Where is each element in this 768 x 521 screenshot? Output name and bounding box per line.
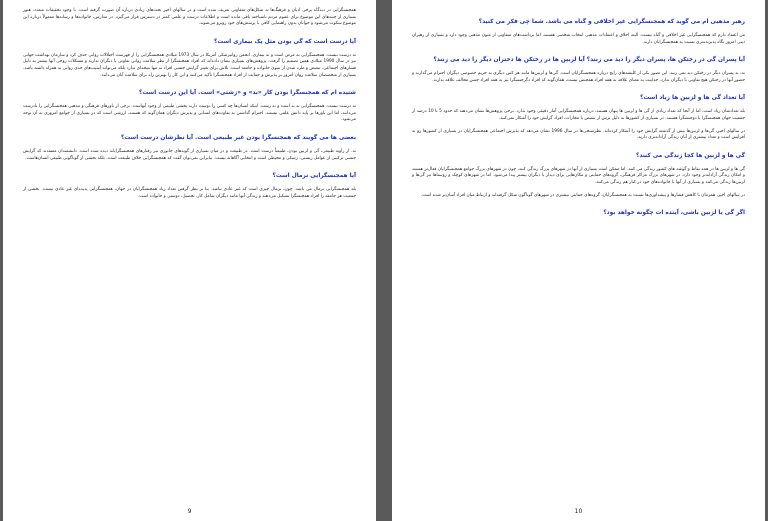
paragraph: در سالهای اخیر، گی‌ها و لزبین‌ها بیش از گذشته گرایش خود را آشکار کرده‌اند. نظرسنجی‌ها در سال 1996 نشان می‌دهد که پذیرش اجتماعی همجنسگرایان در بسیاری از کشورها رو به افزایش است و تعداد بیشتری از آنان زندگی آزادانه‌تری دارند. xyxy=(412,128,745,141)
page-number: 9 xyxy=(187,508,192,515)
page-number: 10 xyxy=(574,508,583,515)
section-heading: گی ها و لزبین ها کجا زندگی می کنند؟ xyxy=(635,152,745,159)
paragraph: همجنسگرایی در دیدگاه برخی ادیان و فرهنگ‌ها به شکل‌های متفاوتی تعریف شده است و در سالهای اخیر بحث‌های زیادی درباره آن صورت گرفته است. با وجود تحقیقات متعدد، هنوز بسیاری از جنبه‌های این موضوع برای عموم مردم ناشناخته باقی مانده است و اطلاعات درست و علمی کمتر در دسترس قرار می‌گیرد. در مدارس، خانواده‌ها و رسانه‌ها معمولاً درباره این موضوع سکوت می‌شود و جوانان بدون راهنمایی کافی با پرسش‌های خود روبرو می‌شوند. xyxy=(23,8,356,27)
paragraph: نه، به پسران دیگر در رختکن دید نمی زنند. این تصور یکی از کلیشه‌های رایج درباره همجنسگرایان است. گی‌ها و لزبین‌ها مانند هر کس دیگری به حریم خصوصی دیگران احترام می‌گذارند و حضور آنها در رختکن هیچ تفاوتی با دیگران ندارد. جذابیت به معنای علاقه به همه افراد همجنس نیست، همان‌گونه که افراد دگرجنسگرا نیز به همه افراد جنس مخالف علاقه ندارند. xyxy=(412,71,745,83)
section-heading: آیا همجنسگرایی نرمال است؟ xyxy=(272,173,356,180)
section-heading: اگر گی یا لزبین باشی، آینده ات چگونه خواهد بود؟ xyxy=(603,210,745,217)
section-heading: آیا تعداد گی ها و لزبین ها زیاد است؟ xyxy=(640,95,745,102)
section-heading: رهبر مذهبی ام می گوید که همجنسگرایی غیر اخلاقی و گناه می باشد. شما چی فکر می کنید؟ xyxy=(478,19,745,25)
section-heading: آیا درست است که گی بودن مثل یک بیماری است؟ xyxy=(213,38,356,45)
paragraph: بله تعدادشان زیاد است. اما از آنجا که تعداد زیادی از گی ها و لزبین ها پنهان هستند، درباره همجنسگرایی آمار دقیقی وجود ندارد. برخی پژوهش‌ها نشان می‌دهند که حدود 5 تا 10 درصد از جمعیت جهان همجنسگرا یا دوجنسگرا هستند. در بسیاری از کشورها به دلیل ترس از تبعیض یا مجازات، افراد گرایش خود را آشکار نمی‌کنند. xyxy=(412,109,745,121)
section-heading: شنیده ام که همجنسگرا بودن کار «بد» و «زشتی» است. آیا این درست است؟ xyxy=(139,90,356,97)
paragraph: نه. از زاویه طبیعی، گی و لزبین بودن، طبیعتاً درست است. در طبیعت و در میان بسیاری از گونه‌های جانوری نیز رفتارهای همجنسگرایانه دیده شده است. دانشمندان معتقدند که گرایش جنسی ترکیبی از عوامل زیستی، ژنتیکی و محیطی است و انتخابی آگاهانه نیست. بنابراین نمی‌توان گفت که همجنسگرایی خلاف طبیعت است، بلکه بخشی از گوناگونی طبیعی انسان‌هاست. xyxy=(23,148,356,161)
paragraph: نه درست نیست. همجنسگرایی نه مرض است و نه بیماری. انجمن روانپزشکی آمریکا در سال 1973 میلادی همجنسگرایی را از فهرست اختلالات روانی حذف کرد و سازمان بهداشت جهانی نیز در سال 1990 میلادی همین تصمیم را گرفت. پژوهش‌های بسیاری نشان داده‌اند که افراد همجنسگرا از نظر سلامت روانی تفاوتی با دیگران ندارند و مشکلات روحی آنها بیشتر به دلیل فشارهای اجتماعی، تبعیض و طرد شدن از سوی خانواده و جامعه است. تلاش برای تغییر گرایش جنسی افراد نه تنها نتیجه‌ای ندارد بلکه می‌تواند آسیب‌های جدی روانی به همراه داشته باشد. بسیاری از متخصصان سلامت روان امروز بر پذیرش و حمایت از افراد همجنسگرا تأکید می‌کنند و این کار را بهترین راه برای سلامت آنان می‌دانند. xyxy=(23,52,356,78)
section-heading: آیا پسران گی در رختکن ها، پسران دیگر را دید می زنند؟ آیا لزبین ها در رختکن ها دختران دیگر را دید می زنند؟ xyxy=(433,57,745,64)
page-right xyxy=(392,0,765,521)
paragraph: من اعتقاد دارم که همجنسگرایی غیر اخلاقی و گناه نیست. البته اخلاق و اعتقادات مذهبی انتخاب شخصی هستند، اما برداشت‌های متفاوتی از متون مذهبی وجود دارد و بسیاری از رهبران دینی امروز نگاه پذیرنده‌تری نسبت به همجنسگرایان دارند. xyxy=(412,33,745,45)
paragraph: نه درست نیست. همجنسگرایی نه بد است و نه زشت. اینکه انسان‌ها چه کسی را دوست دارند بخشی طبیعی از وجود آنهاست. برخی از باورهای فرهنگی و مذهبی همجنسگرایی را نادرست می‌دانند، اما این باورها بر پایه دانش علمی نیستند. احترام گذاشتن به تفاوت‌های انسانی و پذیرش دیگران همان‌گونه که هستند، ارزشی است که در بسیاری از جوامع امروزی به آن توجه می‌شود. xyxy=(23,104,356,123)
page-body xyxy=(412,18,745,217)
section-heading: بعضی ها می گویند که همجنسگرا بودن غیر طبیعی است. آیا نظرشان درست است؟ xyxy=(121,134,356,141)
page-body xyxy=(23,8,356,200)
page-left xyxy=(3,0,376,521)
paragraph: گی ها و لزبین ها در همه نقاط و گوشه های کشور زندگی می کنند. اما ممکن است بسیاری از آنها در شهرهای بزرگ زندگی کنند، چون در شهرهای بزرگ جوامع همجنسگرایان فعال‌تر هستند و امکان زندگی آزادانه‌تر وجود دارد. در شهرهای بزرگ مراکز فرهنگی، گروه‌های حمایتی و مکان‌هایی برای دیدار با دیگران بیشتر پیدا می‌شود. اما در شهرهای کوچک و روستاها نیز گی‌ها و لزبین‌ها زندگی می‌کنند و بسیاری از آنها با خانواده‌های خود در کنار هم زندگی می‌کنند. xyxy=(412,166,745,185)
paragraph: در سالهای اخیر، همزمان با کاهش فشارها و پیشداوری‌ها نسبت به همجنسگرایان، گروه‌های حمایتی بیشتری در شهرهای گوناگون شکل گرفته‌اند و ارتباط میان افراد آسان‌تر شده است. xyxy=(420,192,745,198)
paragraph: بله همجنسگرایی نرمال می باشد. چون، نرمال چیزی است که غیر عادی نباشد. بنا بر نظر گرفتن تعداد زیاد همجنسگرایان در جهان، همجنسگرایی پدیده‌ای غیر عادی نیست. بخشی از جمعیت هر جامعه را افراد همجنسگرا تشکیل می‌دهند و زندگی آنها مانند دیگران شامل کار، تحصیل، دوستی و خانواده است. xyxy=(23,187,356,199)
